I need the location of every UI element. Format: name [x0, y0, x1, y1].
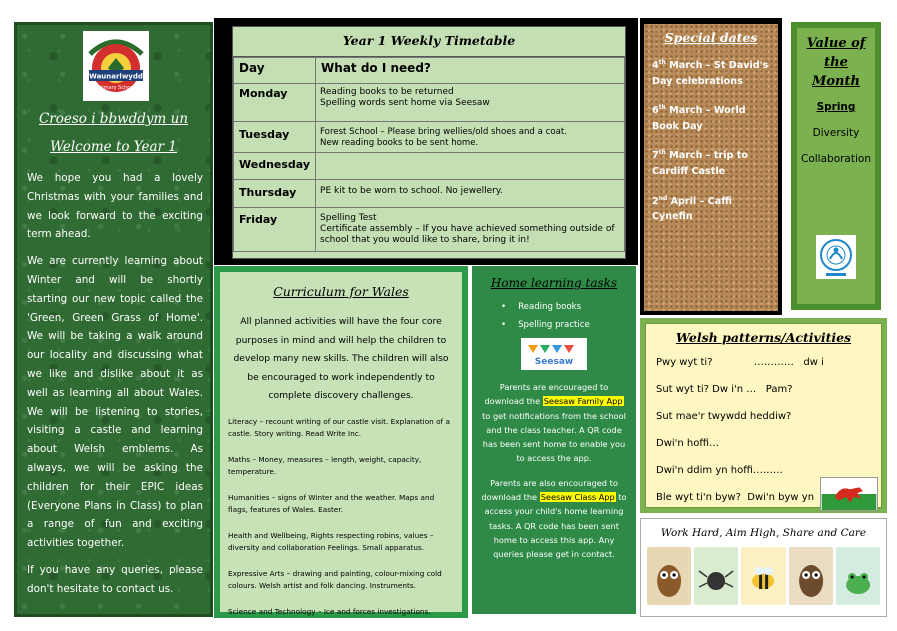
row-line: Spelling words sent home via Seesaw: [320, 98, 490, 108]
row-day: Thursday: [234, 180, 316, 208]
home-learning-list: [477, 302, 631, 330]
home-learning-title: Home learning tasks: [490, 276, 618, 290]
row-day: Monday: [234, 84, 316, 122]
value-word: Collaboration: [801, 153, 871, 165]
special-dates-title: Special dates: [664, 30, 758, 45]
curriculum-item: Maths – Money, measures – length, weight, capacity, temperature.: [228, 454, 422, 476]
row-line: Certificate assembly – If you have achieved something outside of school that you would like to share, bring it in!: [320, 224, 615, 245]
school-sub-text: Primary School: [97, 85, 135, 91]
welcome-paragraph: We hope you had a lovely Christmas with your families and we look forward to the exciting term ahead.: [27, 172, 203, 241]
class-app-text: Parents are also encouraged to download the Seesaw Class App to access your child's home learning tasks. A QR code has been sent home to access this app. Any queries please get in contact.: [481, 477, 627, 560]
motto-panel: [640, 518, 887, 617]
home-learning-panel: [472, 266, 636, 614]
class-app-highlight: Seesaw Class App: [540, 492, 615, 503]
unicef-rights-respecting-icon: [816, 235, 856, 279]
curriculum-intro: All planned activities will have the four core purposes in mind and will help the children to develop many new skills. The children will also be encouraged to work independently to complete discovery challenges.: [233, 316, 449, 401]
curriculum-item: Humanities – signs of Winter and the weather. Maps and flags, features of Wales. Easter.: [228, 492, 435, 514]
school-motto: Work Hard, Aim High, Share and Care: [660, 527, 867, 539]
table-row: [234, 153, 625, 180]
special-date-item: 2nd April – Caffi Cynefin: [652, 194, 732, 223]
welcome-text: [27, 169, 203, 607]
family-app-highlight: Seesaw Family App: [543, 396, 623, 407]
value-of-month-panel: [787, 18, 885, 314]
contact-paragraph: If you have any queries, please don't hesitate to contact us.: [27, 563, 203, 595]
row-day: Friday: [234, 208, 316, 252]
curriculum-item: Literacy – recount writing of our castle visit. Explanation of a castle. Story writing. Read Write Inc.: [228, 416, 450, 438]
welsh-greeting: Croeso i bbwddym un: [38, 111, 189, 127]
row-line: Spelling Test: [320, 213, 377, 223]
row-line: New reading books to be sent home.: [320, 138, 479, 148]
school-name-text: Waunarlwydd: [89, 72, 143, 81]
special-date-item: 4th March – St David's Day celebrations: [652, 59, 769, 87]
welcome-panel: [14, 22, 213, 617]
row-line: PE kit to be worn to school. No jewellery.: [320, 186, 503, 196]
welsh-phrase: Ble wyt ti'n byw? Dwi'n byw yn: [656, 492, 815, 503]
welsh-phrase: Sut wyt ti? Dw i'n … Pam?: [656, 384, 793, 395]
row-day: Wednesday: [234, 153, 316, 180]
table-row: [234, 122, 625, 153]
family-app-text: Parents are encouraged to download the Seesaw Family App to get notifications from the school and the class teacher. A QR code has been sent home to enable you to access the app.: [482, 382, 626, 464]
welsh-phrase: Dwi'n hoffi…: [656, 438, 720, 449]
seesaw-logo-icon: [521, 338, 587, 370]
row-day: Tuesday: [234, 122, 316, 153]
curriculum-panel: [214, 266, 468, 618]
special-date-item: 7th March – trip to Cardiff Castle: [652, 149, 748, 178]
spider-illustration: [694, 547, 738, 605]
header-need: What do I need?: [316, 58, 625, 84]
value-season: Spring: [816, 101, 856, 113]
frog-illustration: [836, 547, 880, 605]
welsh-phrase: Dwi'n ddim yn hoffi………: [656, 465, 783, 476]
table-row: [234, 180, 625, 208]
table-row: [234, 208, 625, 252]
curriculum-item: Health and Wellbeing, Rights respecting robins, values – diversity and collaboration Feelings. Small apparatus.: [228, 530, 434, 552]
motto-illustration: [647, 547, 880, 605]
topic-paragraph: We are currently learning about Winter and will be shortly starting our new topic called the 'Green, Green Grass of Home'. We will be taking a walk around our locality and discussing what we like and dislike about it as well as learning all about Wales. We will be listening to stories, visiting a castle and learning about Welsh emblems. As always, we will be asking the children for their EPIC ideas (Everyone Plans in Class) to plan a range of fun and exciting activities together.: [27, 255, 203, 550]
weekly-timetable: [214, 18, 638, 265]
value-title: [797, 34, 875, 91]
seesaw-logo-text: Seesaw: [534, 357, 574, 367]
special-dates-panel: [640, 18, 782, 315]
value-title-line: Month: [812, 74, 860, 89]
welsh-patterns-panel: [640, 318, 887, 513]
welcome-heading: Welcome to Year 1: [50, 139, 177, 155]
welsh-flag-icon: [820, 477, 878, 511]
value-title-line: the: [824, 55, 848, 70]
curriculum-item: Science and Technology – Ice and forces investigations.: [228, 606, 431, 616]
curriculum-title: Curriculum for Wales: [273, 284, 409, 299]
owl-illustration: [647, 547, 691, 605]
school-logo-icon: [83, 31, 149, 101]
list-item: • Reading books: [501, 302, 631, 312]
owl-illustration: [789, 547, 833, 605]
list-item: • Spelling practice: [501, 320, 631, 330]
table-row: [234, 84, 625, 122]
timetable-title: Year 1 Weekly Timetable: [233, 27, 625, 57]
value-title-line: Value of: [806, 36, 866, 51]
table-header-row: [234, 58, 625, 84]
row-line: Forest School – Please bring wellies/old shoes and a coat.: [320, 127, 567, 137]
bee-illustration: [741, 547, 785, 605]
welsh-title: Welsh patterns/Activities: [675, 330, 852, 345]
welsh-phrase: Sut mae'r twywdd heddiw?: [656, 411, 792, 422]
row-line: Reading books to be returned: [320, 87, 454, 97]
timetable-table: [233, 57, 625, 252]
header-day: Day: [234, 58, 316, 84]
curriculum-item: Expressive Arts – drawing and painting, colour-mixing cold colours. Welsh artist and folk dancing. Instruments.: [228, 568, 442, 590]
welsh-phrase: Pwy wyt ti? ………… dw i: [656, 357, 824, 368]
special-date-item: 6th March – World Book Day: [652, 104, 746, 132]
value-word: Diversity: [812, 127, 860, 139]
